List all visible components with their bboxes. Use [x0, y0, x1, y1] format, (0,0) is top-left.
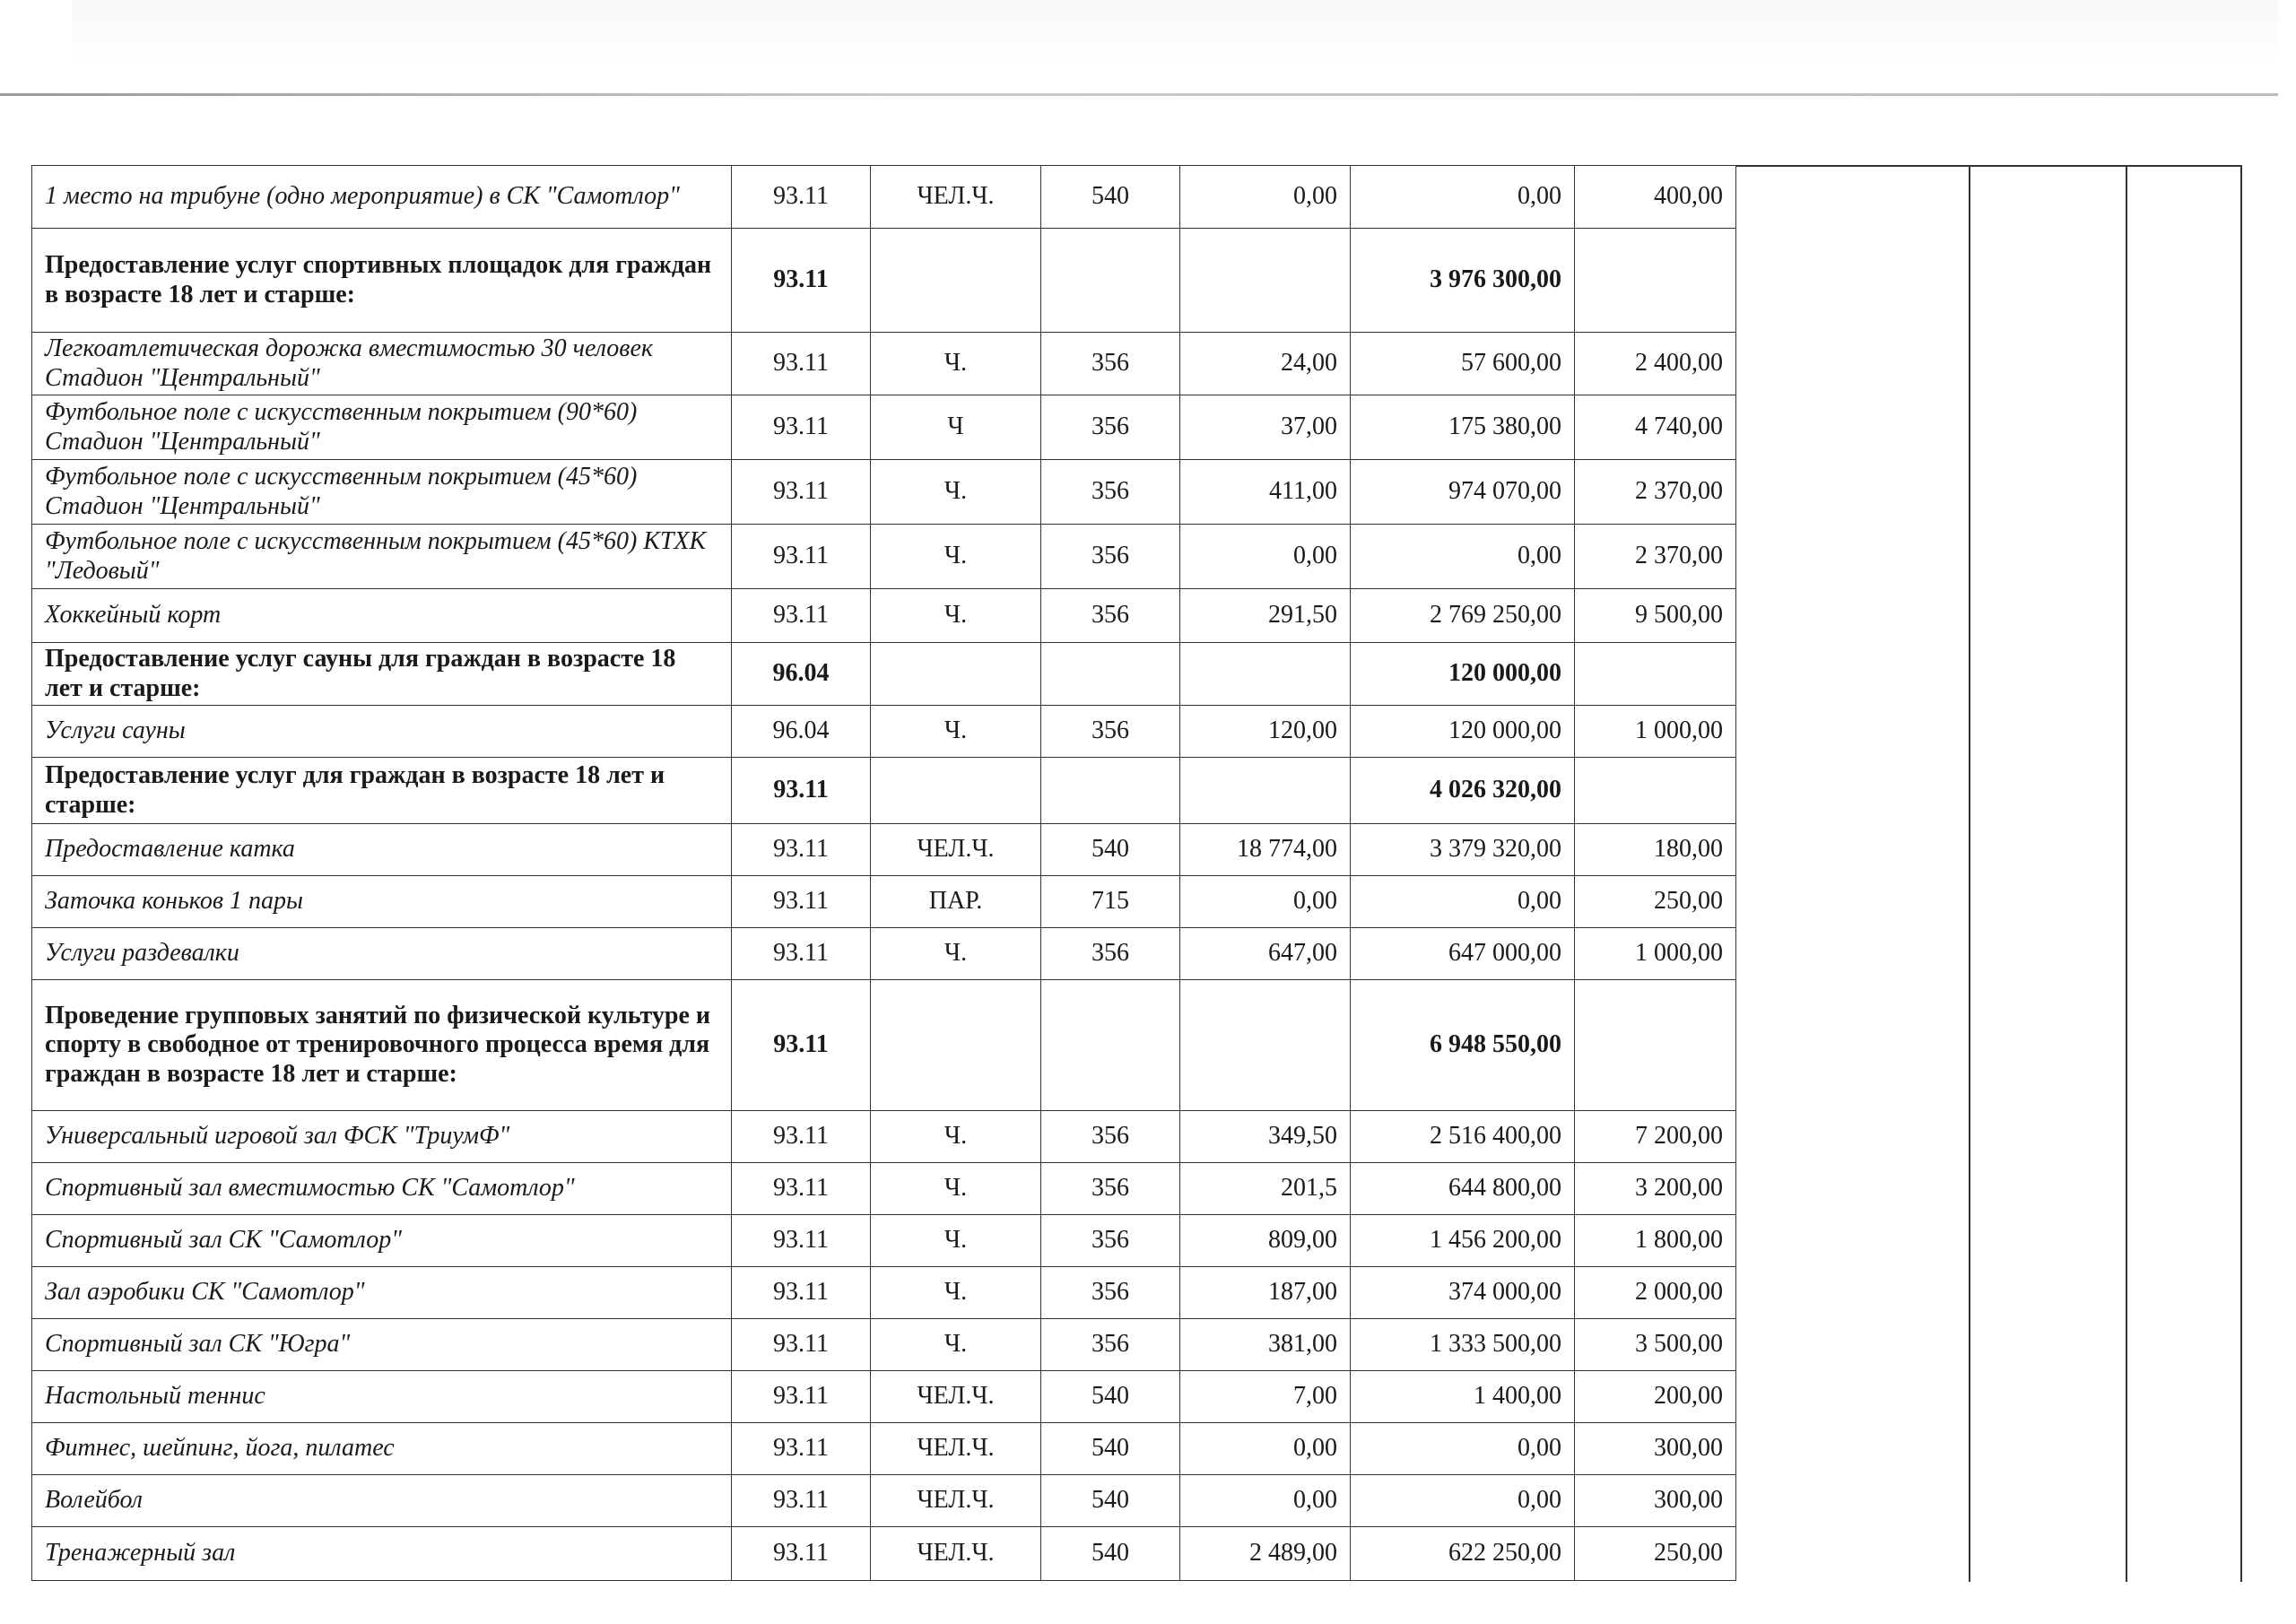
cell-unit: ЧЕЛ.Ч. — [871, 1371, 1041, 1423]
cell-okved-code: 93.11 — [732, 1319, 871, 1371]
cell-unit-code: 356 — [1041, 460, 1180, 525]
table-row — [32, 395, 1736, 460]
right-column-divider — [2240, 165, 2242, 1582]
table-row — [32, 928, 1736, 980]
cell-unit-code: 540 — [1041, 1527, 1180, 1581]
cell-unit: Ч. — [871, 1267, 1041, 1319]
cell-price: 7 200,00 — [1575, 1111, 1736, 1163]
cell-total: 0,00 — [1351, 166, 1575, 229]
cell-unit-code: 715 — [1041, 876, 1180, 928]
cell-volume: 0,00 — [1180, 525, 1351, 589]
cell-unit-code: 356 — [1041, 525, 1180, 589]
cell-unit — [871, 643, 1041, 706]
group-row — [32, 758, 1736, 824]
cell-service-name: Предоставление услуг для граждан в возрасте 18 лет и старше: — [32, 758, 732, 824]
cell-unit-code: 356 — [1041, 1163, 1180, 1215]
cell-volume — [1180, 758, 1351, 824]
cell-unit-code — [1041, 758, 1180, 824]
cell-total: 4 026 320,00 — [1351, 758, 1575, 824]
cell-volume: 809,00 — [1180, 1215, 1351, 1267]
table-row — [32, 706, 1736, 758]
cell-unit-code — [1041, 643, 1180, 706]
cell-volume — [1180, 643, 1351, 706]
cell-service-name: Спортивный зал СК "Югра" — [32, 1319, 732, 1371]
cell-volume: 349,50 — [1180, 1111, 1351, 1163]
cell-unit: Ч. — [871, 525, 1041, 589]
cell-okved-code: 93.11 — [732, 460, 871, 525]
table-row — [32, 1475, 1736, 1527]
group-row — [32, 643, 1736, 706]
services-table — [31, 165, 1736, 1581]
right-column-divider — [2126, 165, 2127, 1582]
cell-unit: Ч. — [871, 706, 1041, 758]
cell-unit-code: 356 — [1041, 1111, 1180, 1163]
cell-service-name: Настольный теннис — [32, 1371, 732, 1423]
cell-total: 3 379 320,00 — [1351, 824, 1575, 876]
cell-okved-code: 93.11 — [732, 1267, 871, 1319]
cell-okved-code: 93.11 — [732, 1215, 871, 1267]
cell-unit — [871, 980, 1041, 1111]
cell-okved-code: 93.11 — [732, 1423, 871, 1475]
cell-unit-code — [1041, 980, 1180, 1111]
cell-volume: 24,00 — [1180, 333, 1351, 395]
cell-volume: 187,00 — [1180, 1267, 1351, 1319]
cell-unit: Ч. — [871, 928, 1041, 980]
table-row — [32, 876, 1736, 928]
cell-service-name: Проведение групповых занятий по физической культуре и спорту в свободное от тренировочного процесса время для граждан в возрасте 18 лет и старше: — [32, 980, 732, 1111]
page-top-rule — [0, 93, 2278, 96]
table-row — [32, 460, 1736, 525]
cell-okved-code: 93.11 — [732, 333, 871, 395]
cell-price: 1 000,00 — [1575, 928, 1736, 980]
cell-volume: 0,00 — [1180, 876, 1351, 928]
group-row — [32, 229, 1736, 333]
cell-okved-code: 93.11 — [732, 1527, 871, 1581]
cell-service-name: Тренажерный зал — [32, 1527, 732, 1581]
cell-total: 0,00 — [1351, 1423, 1575, 1475]
cell-volume: 201,5 — [1180, 1163, 1351, 1215]
cell-okved-code: 93.11 — [732, 980, 871, 1111]
cell-total: 644 800,00 — [1351, 1163, 1575, 1215]
cell-price: 180,00 — [1575, 824, 1736, 876]
cell-unit: Ч — [871, 395, 1041, 460]
cell-unit: Ч. — [871, 1111, 1041, 1163]
cell-unit: ЧЕЛ.Ч. — [871, 1527, 1041, 1581]
right-columns-top-border — [1735, 165, 2242, 167]
cell-price: 1 000,00 — [1575, 706, 1736, 758]
cell-okved-code: 96.04 — [732, 706, 871, 758]
table-row — [32, 1267, 1736, 1319]
table-row — [32, 1527, 1736, 1581]
cell-unit: Ч. — [871, 1319, 1041, 1371]
cell-volume: 0,00 — [1180, 1423, 1351, 1475]
cell-service-name: Хоккейный корт — [32, 589, 732, 643]
table-row — [32, 1371, 1736, 1423]
cell-price: 2 370,00 — [1575, 460, 1736, 525]
scan-header-area — [72, 0, 2278, 63]
cell-volume: 647,00 — [1180, 928, 1351, 980]
cell-price: 4 740,00 — [1575, 395, 1736, 460]
cell-unit-code: 540 — [1041, 1475, 1180, 1527]
cell-unit: Ч. — [871, 460, 1041, 525]
cell-okved-code: 93.11 — [732, 1371, 871, 1423]
cell-volume: 0,00 — [1180, 1475, 1351, 1527]
cell-service-name: Футбольное поле с искусственным покрытием (45*60) Стадион "Центральный" — [32, 460, 732, 525]
cell-unit: ЧЕЛ.Ч. — [871, 824, 1041, 876]
cell-unit-code: 540 — [1041, 824, 1180, 876]
cell-unit-code: 540 — [1041, 166, 1180, 229]
cell-service-name: Зал аэробики СК "Самотлор" — [32, 1267, 732, 1319]
cell-volume — [1180, 980, 1351, 1111]
cell-volume: 0,00 — [1180, 166, 1351, 229]
cell-service-name: Волейбол — [32, 1475, 732, 1527]
cell-volume: 120,00 — [1180, 706, 1351, 758]
cell-price — [1575, 980, 1736, 1111]
cell-okved-code: 93.11 — [732, 229, 871, 333]
cell-unit: ЧЕЛ.Ч. — [871, 166, 1041, 229]
cell-volume: 291,50 — [1180, 589, 1351, 643]
cell-price — [1575, 229, 1736, 333]
right-column-divider — [1969, 165, 1970, 1582]
cell-okved-code: 93.11 — [732, 589, 871, 643]
cell-unit: ЧЕЛ.Ч. — [871, 1423, 1041, 1475]
cell-price: 3 200,00 — [1575, 1163, 1736, 1215]
cell-service-name: 1 место на трибуне (одно мероприятие) в СК "Самотлор" — [32, 166, 732, 229]
cell-total: 1 400,00 — [1351, 1371, 1575, 1423]
table-row — [32, 1163, 1736, 1215]
cell-total: 120 000,00 — [1351, 643, 1575, 706]
cell-price: 1 800,00 — [1575, 1215, 1736, 1267]
table-row — [32, 1111, 1736, 1163]
cell-okved-code: 93.11 — [732, 876, 871, 928]
cell-service-name: Услуги раздевалки — [32, 928, 732, 980]
cell-service-name: Футбольное поле с искусственным покрытием (90*60) Стадион "Центральный" — [32, 395, 732, 460]
cell-service-name: Предоставление катка — [32, 824, 732, 876]
cell-unit-code: 356 — [1041, 395, 1180, 460]
cell-service-name: Футбольное поле с искусственным покрытием (45*60) КТХК "Ледовый" — [32, 525, 732, 589]
cell-total: 1 456 200,00 — [1351, 1215, 1575, 1267]
cell-unit-code: 356 — [1041, 1267, 1180, 1319]
cell-service-name: Спортивный зал вместимостью СК "Самотлор" — [32, 1163, 732, 1215]
cell-price — [1575, 643, 1736, 706]
cell-volume — [1180, 229, 1351, 333]
cell-price: 9 500,00 — [1575, 589, 1736, 643]
cell-total: 3 976 300,00 — [1351, 229, 1575, 333]
cell-volume: 37,00 — [1180, 395, 1351, 460]
cell-okved-code: 96.04 — [732, 643, 871, 706]
cell-price: 2 370,00 — [1575, 525, 1736, 589]
cell-price: 300,00 — [1575, 1423, 1736, 1475]
table-row — [32, 166, 1736, 229]
cell-total: 2 516 400,00 — [1351, 1111, 1575, 1163]
cell-unit-code: 356 — [1041, 706, 1180, 758]
cell-volume: 411,00 — [1180, 460, 1351, 525]
cell-total: 120 000,00 — [1351, 706, 1575, 758]
cell-okved-code: 93.11 — [732, 758, 871, 824]
cell-service-name: Спортивный зал СК "Самотлор" — [32, 1215, 732, 1267]
cell-okved-code: 93.11 — [732, 1111, 871, 1163]
cell-price: 250,00 — [1575, 1527, 1736, 1581]
cell-service-name: Предоставление услуг спортивных площадок для граждан в возрасте 18 лет и старше: — [32, 229, 732, 333]
cell-unit: Ч. — [871, 333, 1041, 395]
cell-price: 3 500,00 — [1575, 1319, 1736, 1371]
cell-total: 622 250,00 — [1351, 1527, 1575, 1581]
cell-volume: 2 489,00 — [1180, 1527, 1351, 1581]
cell-unit: Ч. — [871, 589, 1041, 643]
cell-unit: Ч. — [871, 1215, 1041, 1267]
cell-price: 300,00 — [1575, 1475, 1736, 1527]
cell-total: 0,00 — [1351, 525, 1575, 589]
cell-unit: ЧЕЛ.Ч. — [871, 1475, 1041, 1527]
cell-okved-code: 93.11 — [732, 928, 871, 980]
cell-total: 0,00 — [1351, 876, 1575, 928]
cell-total: 2 769 250,00 — [1351, 589, 1575, 643]
cell-unit — [871, 758, 1041, 824]
cell-price: 400,00 — [1575, 166, 1736, 229]
cell-price: 2 400,00 — [1575, 333, 1736, 395]
cell-total: 374 000,00 — [1351, 1267, 1575, 1319]
cell-okved-code: 93.11 — [732, 1475, 871, 1527]
cell-service-name: Легкоатлетическая дорожка вместимостью 30 человек Стадион "Центральный" — [32, 333, 732, 395]
cell-total: 175 380,00 — [1351, 395, 1575, 460]
cell-total: 6 948 550,00 — [1351, 980, 1575, 1111]
cell-total: 1 333 500,00 — [1351, 1319, 1575, 1371]
cell-unit-code: 356 — [1041, 1215, 1180, 1267]
cell-total: 647 000,00 — [1351, 928, 1575, 980]
cell-service-name: Универсальный игровой зал ФСК "ТриумФ" — [32, 1111, 732, 1163]
cell-volume: 381,00 — [1180, 1319, 1351, 1371]
cell-price: 250,00 — [1575, 876, 1736, 928]
cell-unit-code: 356 — [1041, 333, 1180, 395]
table-row — [32, 333, 1736, 395]
cell-okved-code: 93.11 — [732, 824, 871, 876]
cell-total: 974 070,00 — [1351, 460, 1575, 525]
cell-unit-code: 356 — [1041, 1319, 1180, 1371]
cell-volume: 7,00 — [1180, 1371, 1351, 1423]
cell-unit-code: 356 — [1041, 928, 1180, 980]
cell-price: 2 000,00 — [1575, 1267, 1736, 1319]
cell-price: 200,00 — [1575, 1371, 1736, 1423]
cell-service-name: Фитнес, шейпинг, йога, пилатес — [32, 1423, 732, 1475]
table-row — [32, 824, 1736, 876]
table-row — [32, 525, 1736, 589]
cell-total: 0,00 — [1351, 1475, 1575, 1527]
cell-unit-code: 540 — [1041, 1423, 1180, 1475]
cell-unit — [871, 229, 1041, 333]
group-row — [32, 980, 1736, 1111]
cell-okved-code: 93.11 — [732, 166, 871, 229]
cell-service-name: Услуги сауны — [32, 706, 732, 758]
cell-unit: Ч. — [871, 1163, 1041, 1215]
cell-price — [1575, 758, 1736, 824]
cell-okved-code: 93.11 — [732, 525, 871, 589]
cell-unit-code: 356 — [1041, 589, 1180, 643]
cell-okved-code: 93.11 — [732, 395, 871, 460]
cell-okved-code: 93.11 — [732, 1163, 871, 1215]
cell-unit-code — [1041, 229, 1180, 333]
table-row — [32, 1215, 1736, 1267]
table-row — [32, 1319, 1736, 1371]
cell-total: 57 600,00 — [1351, 333, 1575, 395]
cell-volume: 18 774,00 — [1180, 824, 1351, 876]
cell-unit-code: 540 — [1041, 1371, 1180, 1423]
cell-unit: ПАР. — [871, 876, 1041, 928]
table-row — [32, 1423, 1736, 1475]
cell-service-name: Заточка коньков 1 пары — [32, 876, 732, 928]
table-row — [32, 589, 1736, 643]
cell-service-name: Предоставление услуг сауны для граждан в возрасте 18 лет и старше: — [32, 643, 732, 706]
